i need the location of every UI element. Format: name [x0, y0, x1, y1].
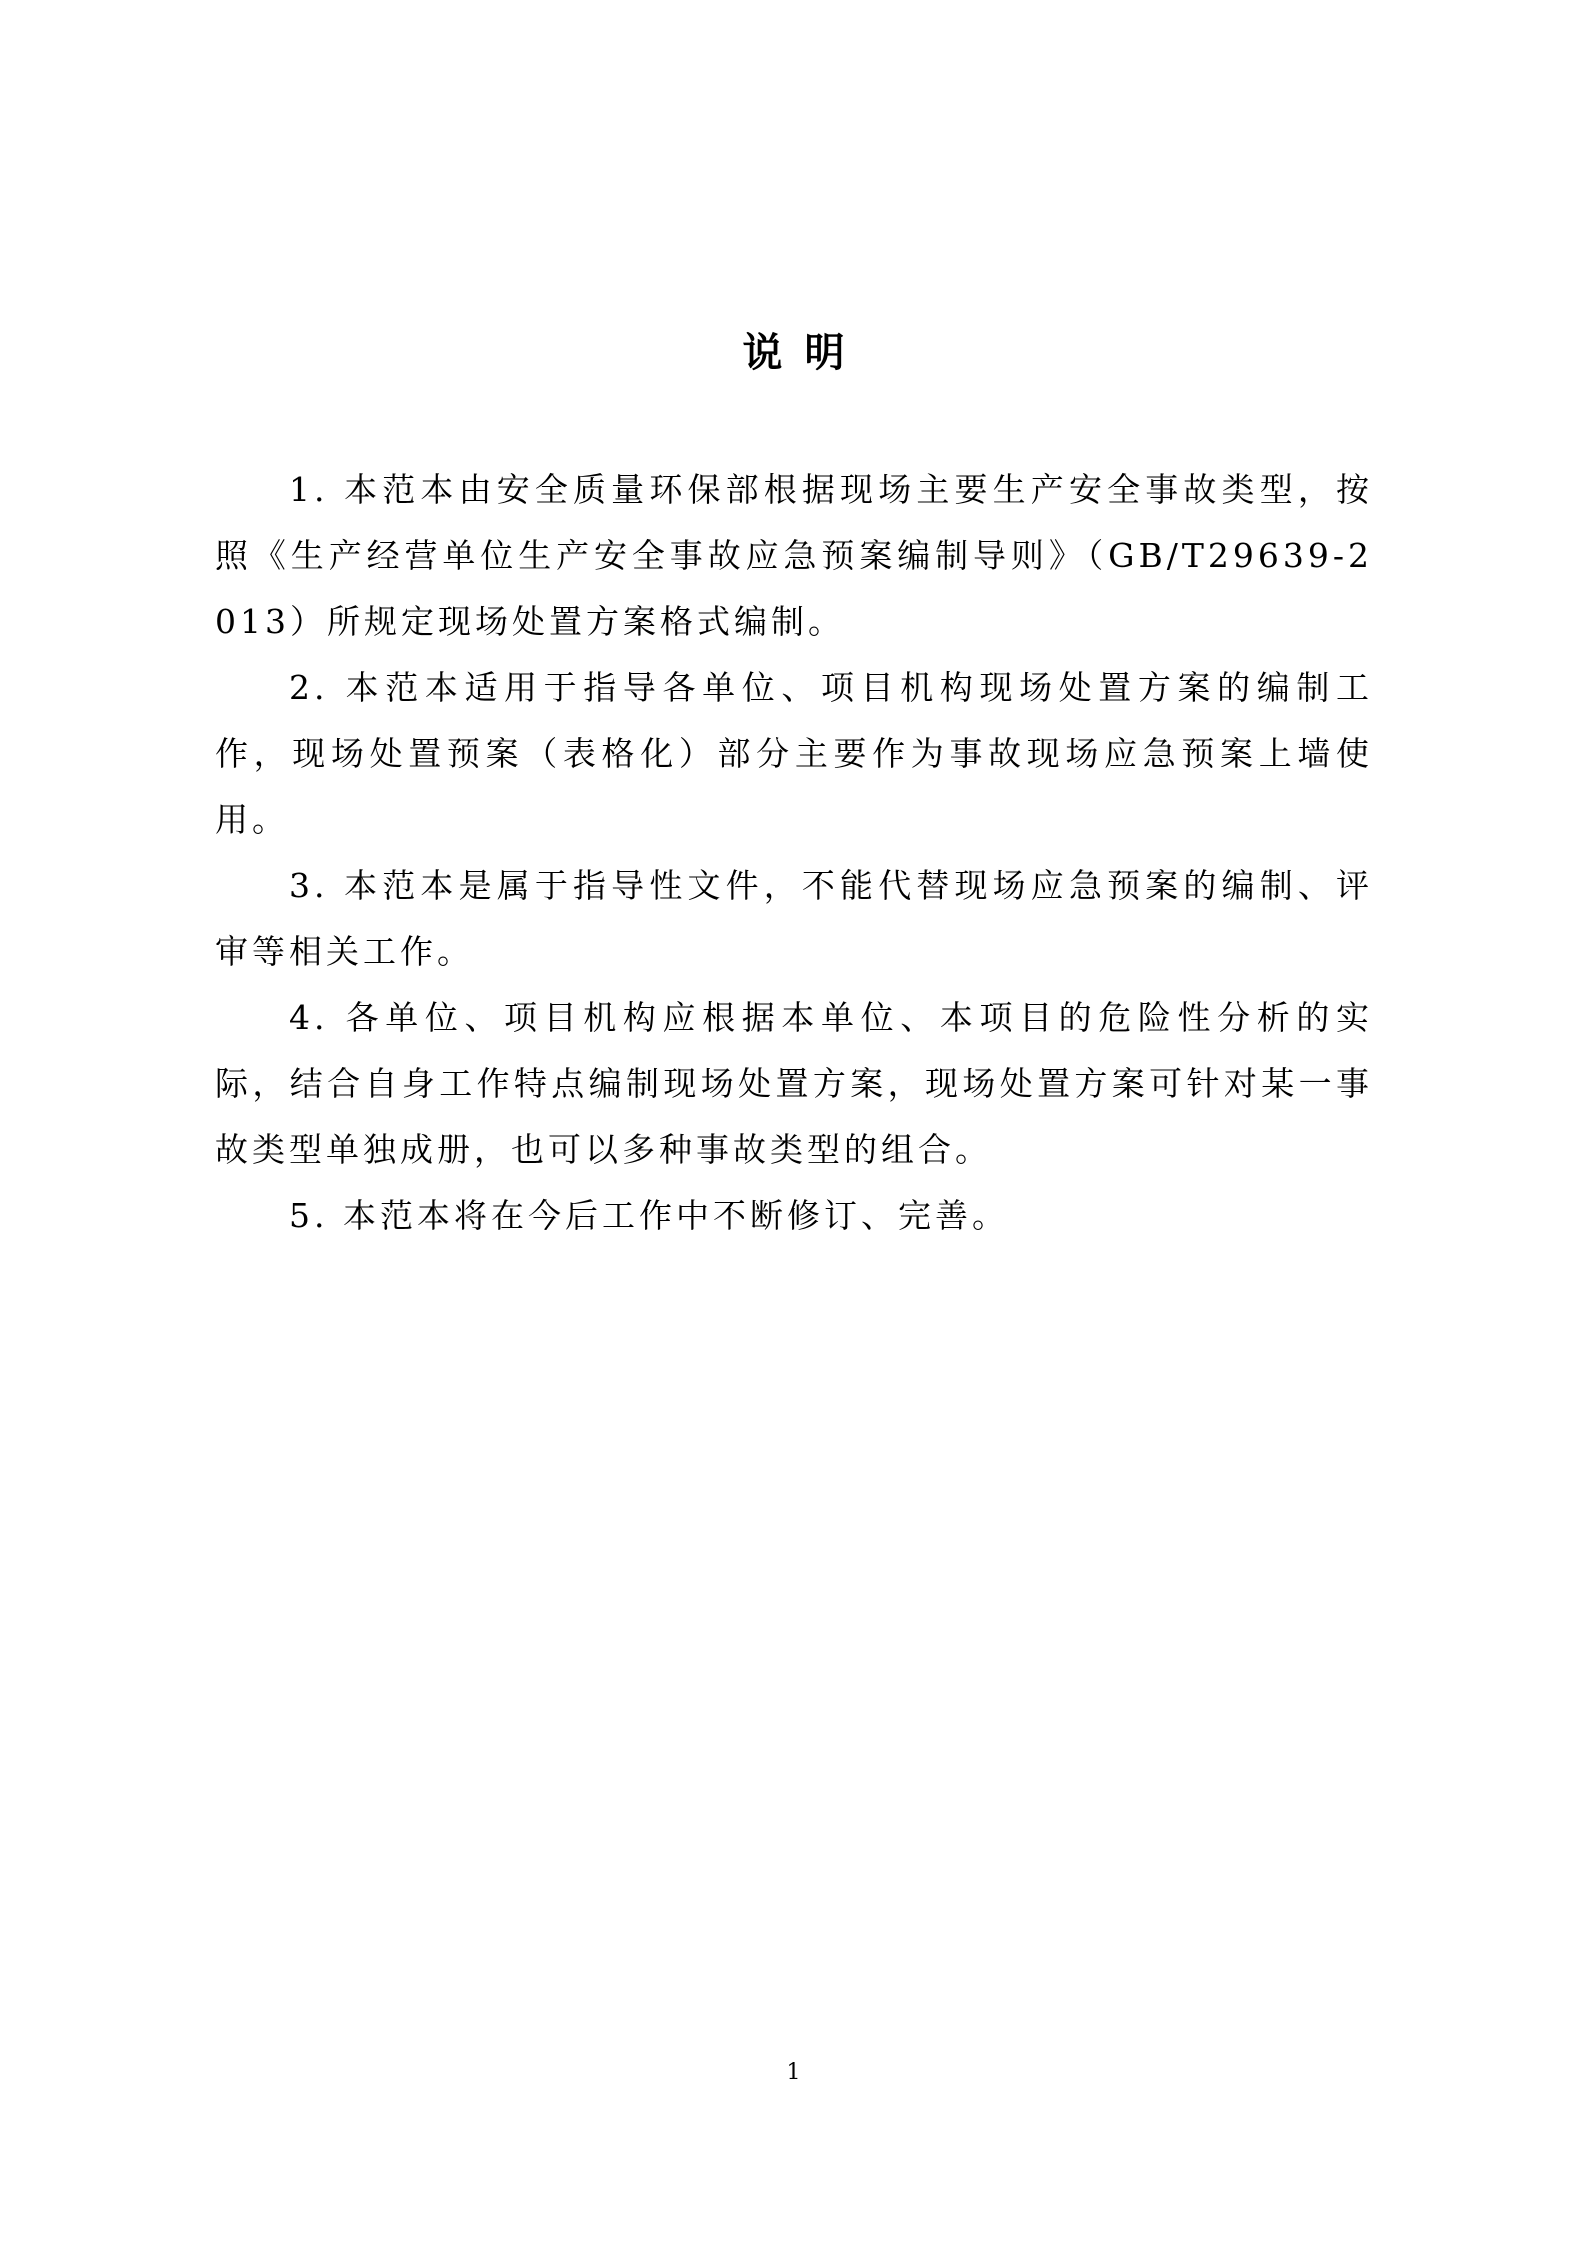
paragraph-1: 1. 本范本由安全质量环保部根据现场主要生产安全事故类型，按照《生产经营单位生产安全事故应急预案编制导则》（GB/T29639-2013）所规定现场处置方案格式编制。 [215, 470, 1373, 641]
instructions-body [215, 457, 1373, 1249]
paragraph-5: 5. 本范本将在今后工作中不断修订、完善。 [289, 1196, 1009, 1235]
page-title: 说明 [742, 330, 867, 376]
paragraph-3: 3. 本范本是属于指导性文件，不能代替现场应急预案的编制、评审等相关工作。 [215, 866, 1373, 971]
page-number: 1 [786, 2060, 801, 2085]
paragraph-2: 2. 本范本适用于指导各单位、项目机构现场处置方案的编制工作，现场处置预案（表格化）部分主要作为事故现场应急预案上墙使用。 [215, 668, 1373, 839]
paragraph-4: 4. 各单位、项目机构应根据本单位、本项目的危险性分析的实际，结合自身工作特点编制现场处置方案，现场处置方案可针对某一事故类型单独成册，也可以多种事故类型的组合。 [215, 998, 1373, 1169]
